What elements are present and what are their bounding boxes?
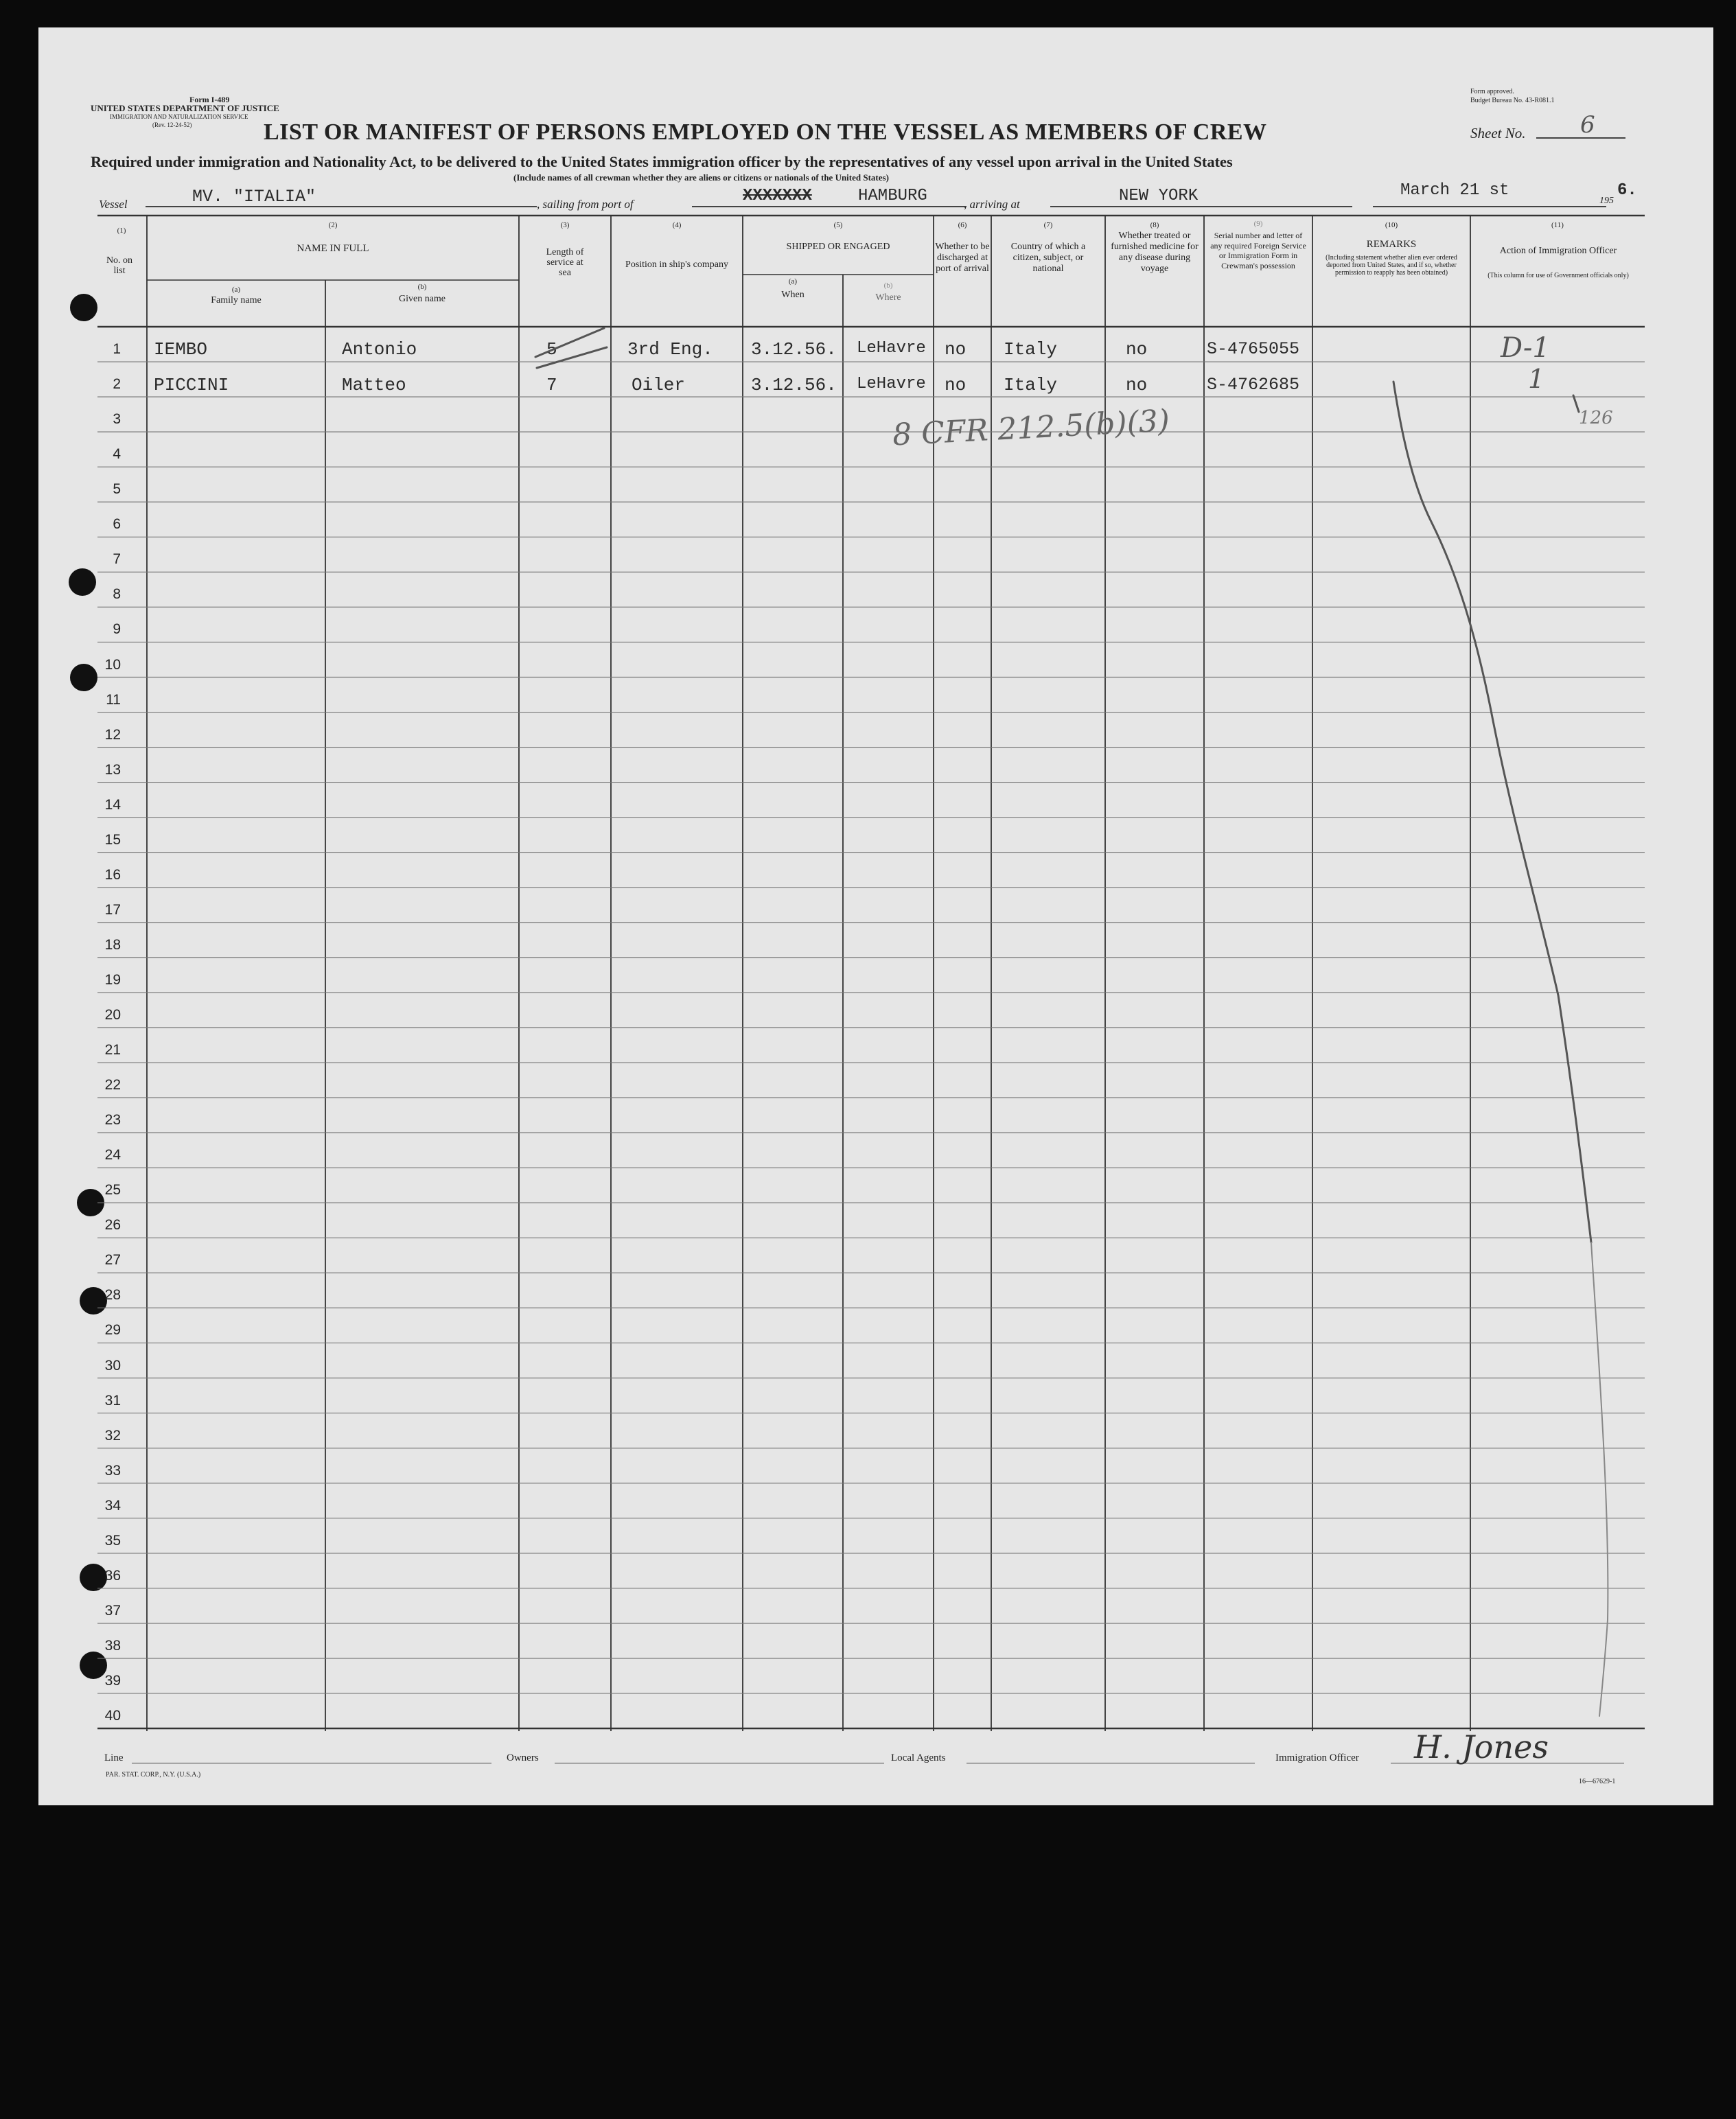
col11-number: (11): [1551, 221, 1564, 229]
form-subnote: (Include names of all crewman whether they are aliens or citizens or nationals of the United States): [513, 172, 889, 183]
crew-position: Oiler: [632, 375, 686, 395]
crew-country: Italy: [1004, 339, 1058, 360]
form-number: Form I-489: [189, 95, 230, 104]
printer-imprint: PAR. STAT. CORP., N.Y. (U.S.A.): [106, 1771, 201, 1779]
col2b-header: Given name: [398, 294, 446, 304]
row-number: 35: [104, 1532, 121, 1549]
row-number: 32: [104, 1427, 121, 1444]
footer-owners-label: Owners: [507, 1752, 539, 1763]
row-number: 24: [104, 1147, 121, 1163]
crew-family-name: PICCINI: [154, 375, 229, 395]
row-number: 9: [113, 621, 121, 638]
row-number: 39: [104, 1672, 121, 1689]
form-approved: Form approved.: [1470, 88, 1514, 95]
row-number: 2: [113, 376, 121, 393]
agency-name: UNITED STATES DEPARTMENT OF JUSTICE: [91, 103, 279, 113]
col6-header: Whether to be discharged at port of arrival: [935, 242, 990, 274]
form-revision: (Rev. 12-24-52): [152, 121, 192, 128]
crew-serial: S-4765055: [1207, 339, 1300, 359]
row-number: 13: [104, 761, 121, 778]
col4-header: Position in ship's company: [625, 259, 728, 270]
footer-code: 16—67629-1: [1579, 1778, 1616, 1785]
row-number: 33: [104, 1462, 121, 1479]
footer-officer-label: Immigration Officer: [1275, 1752, 1359, 1763]
col6-number: (6): [958, 221, 967, 229]
crew-action: 1: [1528, 364, 1545, 394]
footer-agents-label: Local Agents: [891, 1752, 946, 1763]
arrival-date: March 21 st: [1400, 181, 1509, 200]
page-title: LIST OR MANIFEST OF PERSONS EMPLOYED ON THE VESSEL AS MEMBERS OF CREW: [264, 119, 1267, 145]
row-number: 38: [104, 1637, 121, 1654]
sheet-label: Sheet No.: [1470, 125, 1526, 141]
crew-given-name: Antonio: [342, 339, 417, 360]
col5b-number: (b): [883, 281, 893, 290]
col8-number: (8): [1150, 221, 1159, 229]
row-number: 26: [104, 1217, 121, 1234]
crew-medicine: no: [1126, 375, 1148, 395]
row-number: 20: [104, 1007, 121, 1023]
col7-number: (7): [1043, 221, 1053, 229]
col5a-header: When: [781, 290, 805, 300]
form-subtitle: Required under immigration and Nationality Act, to be delivered to the United States immigration officer by the representatives of any vessel upon arrival in the United States: [91, 153, 1233, 170]
sailing-label: , sailing from port of: [537, 198, 634, 211]
crew-given-name: Matteo: [342, 375, 406, 395]
row-number: 22: [104, 1077, 121, 1093]
row-number: 17: [104, 901, 121, 918]
crew-engaged-when: 3.12.56.: [751, 339, 837, 360]
row-number: 6: [113, 516, 121, 533]
col2b-number: (b): [417, 283, 427, 291]
col10-note: (Including statement whether alien ever ordered deported from United States, and if so, whether permission to reapply has been obtained): [1326, 254, 1457, 277]
col5-number: (5): [833, 221, 843, 229]
col2a-number: (a): [231, 286, 241, 294]
crew-discharge: no: [945, 339, 967, 360]
col7-header: Country of which a citizen, subject, or national: [1010, 242, 1086, 274]
crew-discharge: no: [945, 375, 967, 395]
crew-serial: S-4762685: [1207, 375, 1300, 395]
crew-action: D-1: [1501, 332, 1550, 364]
col2-header: NAME IN FULL: [297, 243, 369, 254]
col3-number: (3): [560, 221, 570, 229]
row-number: 19: [104, 971, 121, 988]
row-number: 15: [104, 831, 121, 848]
officer-signature: H. Jones: [1414, 1728, 1549, 1765]
row-number: 8: [113, 586, 121, 603]
col5a-number: (a): [788, 277, 798, 286]
col10-header: REMARKS: [1366, 239, 1417, 250]
col8-header: Whether treated or furnished medicine for any disease during voyage: [1111, 231, 1199, 274]
arrival-port: NEW YORK: [1119, 187, 1199, 205]
crew-family-name: IEMBO: [154, 339, 208, 360]
col9-header: Serial number and letter of any required Foreign Service or Immigration Form in Crewman's possession: [1210, 231, 1306, 270]
col5-header: SHIPPED OR ENGAGED: [786, 242, 890, 252]
crew-position: 3rd Eng.: [627, 339, 713, 360]
sheet-number: 6: [1580, 111, 1595, 139]
row-number: 21: [104, 1042, 121, 1058]
row-number: 28: [104, 1287, 121, 1304]
row-number: 27: [104, 1252, 121, 1269]
year-suffix: 6.: [1617, 181, 1637, 200]
col11-header: Action of Immigration Officer: [1499, 246, 1617, 256]
row-number: 34: [104, 1497, 121, 1514]
row-number: 23: [104, 1112, 121, 1128]
crew-engaged-where: LeHavre: [857, 375, 926, 393]
arriving-label: , arriving at: [964, 198, 1020, 211]
col5b-header: Where: [875, 292, 901, 303]
row-number: 40: [104, 1708, 121, 1724]
row-number: 37: [104, 1602, 121, 1619]
row-number: 11: [106, 691, 121, 708]
row-number: 29: [104, 1322, 121, 1339]
year-prefix: 195: [1599, 196, 1614, 206]
col2-number: (2): [328, 221, 338, 229]
col4-number: (4): [672, 221, 682, 229]
row-number: 18: [104, 936, 121, 953]
crew-service-length: 7: [546, 375, 557, 395]
row-number: 12: [104, 726, 121, 743]
crew-medicine: no: [1126, 339, 1148, 360]
col1-number: (1): [117, 227, 126, 235]
crew-engaged-when: 3.12.56.: [751, 375, 837, 395]
row-number: 31: [104, 1392, 121, 1409]
regulation-annotation: 8 CFR 212.5(b)(3): [891, 403, 1171, 453]
departure-port: HAMBURG: [858, 187, 927, 205]
vessel-name: MV. "ITALIA": [192, 187, 316, 207]
row-number: 30: [104, 1357, 121, 1374]
col10-number: (10): [1385, 221, 1398, 229]
struck-port: XXXXXXX: [743, 187, 812, 205]
count-annotation: 126: [1579, 408, 1613, 428]
col11-note: (This column for use of Government officials only): [1488, 272, 1629, 279]
col3-header: Length of service at sea: [546, 247, 584, 278]
row-number: 36: [104, 1567, 121, 1584]
row-number: 7: [113, 551, 121, 568]
crew-country: Italy: [1004, 375, 1058, 395]
budget-bureau: Budget Bureau No. 43-R081.1: [1470, 97, 1555, 104]
footer-line-label: Line: [104, 1752, 124, 1763]
col2a-header: Family name: [211, 295, 262, 305]
row-number: 1: [113, 341, 121, 358]
row-number: 4: [113, 446, 121, 463]
row-number: 16: [104, 866, 121, 883]
service-name: IMMIGRATION AND NATURALIZATION SERVICE: [110, 113, 248, 120]
col9-number: (9): [1253, 220, 1263, 228]
crew-engaged-where: LeHavre: [857, 339, 926, 358]
col1-header: No. on list: [106, 255, 133, 276]
row-number: 3: [113, 411, 121, 428]
vessel-label: Vessel: [99, 198, 128, 211]
row-number: 5: [113, 481, 121, 498]
row-number: 10: [104, 656, 121, 673]
row-number: 14: [104, 796, 121, 813]
row-number: 25: [104, 1182, 121, 1199]
crew-service-length: 5: [546, 339, 557, 360]
